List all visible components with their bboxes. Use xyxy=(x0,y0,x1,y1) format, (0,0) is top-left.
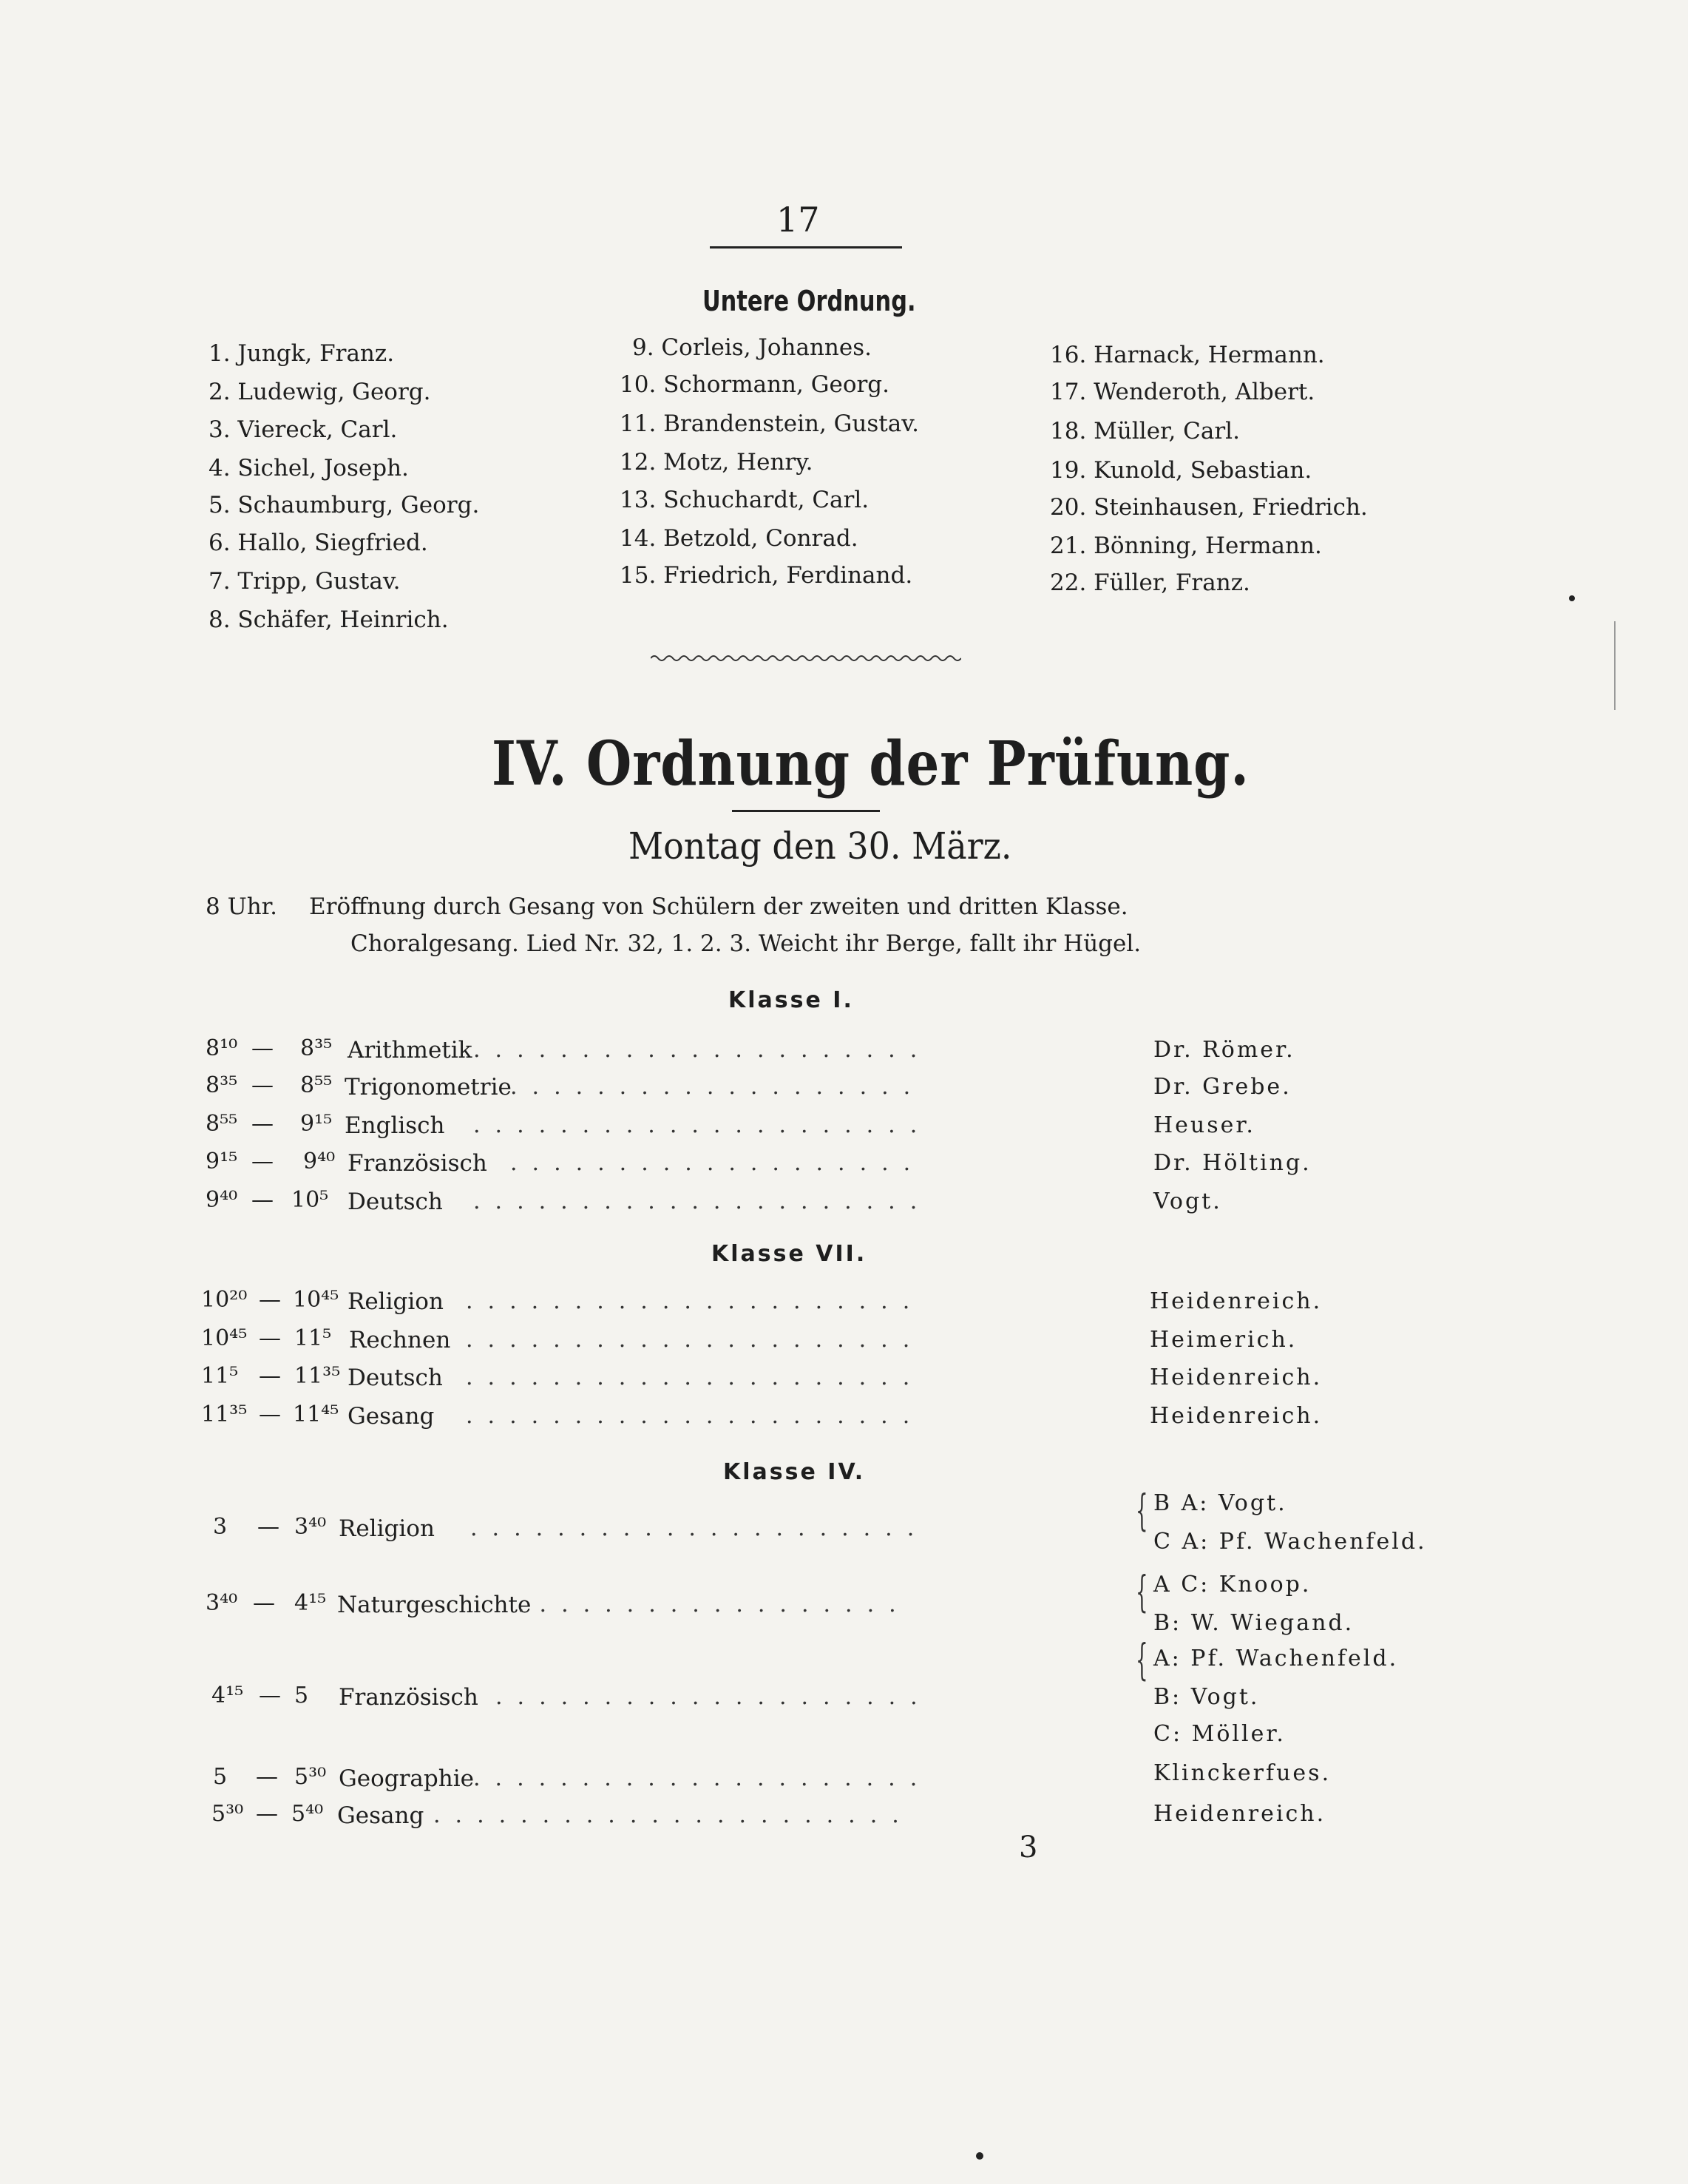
subject: Geographie xyxy=(339,1765,474,1792)
time-dash: — xyxy=(259,1363,281,1389)
scan-speck xyxy=(976,2152,983,2160)
teacher: Heuser. xyxy=(1153,1112,1255,1138)
time-start: 10²⁰ xyxy=(201,1287,248,1313)
time-dash: — xyxy=(259,1325,281,1351)
subject: Trigonometrie xyxy=(345,1074,512,1101)
student-entry: 4. Sichel, Joseph. xyxy=(209,455,409,481)
teacher: Vogt. xyxy=(1153,1189,1222,1214)
student-entry: 2. Ludewig, Georg. xyxy=(209,379,431,405)
subject: Religion xyxy=(348,1288,444,1315)
student-entry: 20. Steinhausen, Friedrich. xyxy=(1050,494,1368,521)
klasse-1-heading: Klasse I. xyxy=(728,987,854,1013)
student-entry: 16. Harnack, Hermann. xyxy=(1050,342,1325,368)
intro-time: 8 Uhr. xyxy=(206,893,277,920)
time-end: 11³⁵ xyxy=(294,1363,341,1389)
student-entry: 15. Friedrich, Ferdinand. xyxy=(620,562,913,589)
time-end: 5 xyxy=(294,1683,309,1708)
student-entry: 9. Corleis, Johannes. xyxy=(632,334,872,361)
leader-dots: ...................... xyxy=(433,1802,914,1828)
time-dash: — xyxy=(251,1187,274,1213)
time-start: 10⁴⁵ xyxy=(201,1325,248,1351)
time-end: 10⁵ xyxy=(291,1187,329,1213)
time-dash: — xyxy=(259,1287,281,1313)
leader-dots: ..................... xyxy=(473,1112,932,1138)
brace-icon: { xyxy=(1136,1566,1148,1617)
page-number: 17 xyxy=(776,200,820,240)
time-start: 11³⁵ xyxy=(201,1402,248,1427)
teacher: Heidenreich. xyxy=(1150,1365,1323,1390)
student-entry: 11. Brandenstein, Gustav. xyxy=(620,410,919,437)
leader-dots: ..................... xyxy=(466,1403,925,1429)
leader-dots: .................... xyxy=(495,1684,932,1710)
teacher: C A: Pf. Wachenfeld. xyxy=(1153,1529,1427,1555)
teacher: Heidenreich. xyxy=(1150,1288,1323,1314)
leader-dots: ..................... xyxy=(466,1327,925,1353)
time-start: 9¹⁵ xyxy=(206,1149,238,1174)
subject: Deutsch xyxy=(348,1189,443,1215)
teacher: A C: Knoop. xyxy=(1153,1572,1312,1598)
time-start: 5³⁰ xyxy=(211,1801,244,1827)
leader-dots: ................... xyxy=(510,1074,926,1100)
teacher: A: Pf. Wachenfeld. xyxy=(1153,1646,1399,1671)
leader-dots: ..................... xyxy=(473,1189,932,1214)
subject: Englisch xyxy=(345,1112,445,1139)
subject: Französisch xyxy=(348,1150,487,1177)
time-dash: — xyxy=(259,1683,281,1708)
time-dash: — xyxy=(256,1764,278,1790)
signature-number: 3 xyxy=(1019,1830,1038,1864)
leader-dots: ..................... xyxy=(473,1037,932,1063)
teacher: Heidenreich. xyxy=(1150,1403,1323,1429)
teacher: Dr. Römer. xyxy=(1153,1037,1295,1063)
leader-dots: ................... xyxy=(510,1150,926,1176)
time-end: 8³⁵ xyxy=(300,1035,333,1061)
teacher: B A: Vogt. xyxy=(1153,1490,1287,1516)
brace-icon: { xyxy=(1136,1634,1148,1685)
time-start: 11⁵ xyxy=(201,1363,239,1389)
leader-dots: .................. xyxy=(518,1592,911,1617)
student-entry: 14. Betzold, Conrad. xyxy=(620,525,858,552)
time-dash: — xyxy=(251,1149,274,1174)
scan-edge-mark xyxy=(1614,621,1616,710)
time-end: 5³⁰ xyxy=(294,1764,327,1790)
teacher: Heidenreich. xyxy=(1153,1801,1326,1827)
time-dash: — xyxy=(251,1111,274,1137)
student-entry: 18. Müller, Carl. xyxy=(1050,418,1240,444)
main-title: IV. Ordnung der Prüfung. xyxy=(492,728,1250,799)
student-entry: 5. Schaumburg, Georg. xyxy=(209,492,480,518)
time-start: 5 xyxy=(213,1764,228,1790)
day-heading: Montag den 30. März. xyxy=(628,825,1012,868)
time-start: 3 xyxy=(213,1514,228,1540)
subject: Religion xyxy=(339,1515,435,1542)
leader-dots: ..................... xyxy=(473,1765,932,1791)
time-start: 4¹⁵ xyxy=(211,1683,244,1708)
time-end: 9⁴⁰ xyxy=(303,1149,336,1174)
time-dash: — xyxy=(251,1035,274,1061)
leader-dots: ..................... xyxy=(466,1365,925,1390)
time-end: 11⁴⁵ xyxy=(293,1402,339,1427)
teacher: Dr. Hölting. xyxy=(1153,1150,1312,1176)
klasse-4-heading: Klasse IV. xyxy=(723,1459,866,1485)
teacher: B: W. Wiegand. xyxy=(1153,1610,1355,1636)
teacher: Dr. Grebe. xyxy=(1153,1074,1292,1100)
time-end: 3⁴⁰ xyxy=(294,1514,327,1540)
leader-dots: ..................... xyxy=(470,1515,929,1541)
student-entry: 19. Kunold, Sebastian. xyxy=(1050,457,1312,484)
time-start: 3⁴⁰ xyxy=(206,1590,238,1616)
student-entry: 12. Motz, Henry. xyxy=(620,449,813,476)
time-end: 9¹⁵ xyxy=(300,1111,333,1137)
time-dash: — xyxy=(256,1801,278,1827)
subject: Französisch xyxy=(339,1684,478,1711)
student-entry: 3. Viereck, Carl. xyxy=(209,416,398,443)
student-entry: 10. Schormann, Georg. xyxy=(620,371,890,398)
student-entry: 7. Tripp, Gustav. xyxy=(209,568,401,595)
subject: Gesang xyxy=(348,1403,435,1430)
subject: Naturgeschichte xyxy=(337,1592,532,1618)
klasse-7-heading: Klasse VII. xyxy=(711,1241,867,1267)
time-dash: — xyxy=(259,1402,281,1427)
subject: Arithmetik xyxy=(348,1037,472,1064)
title-rule xyxy=(732,810,880,812)
subject: Deutsch xyxy=(348,1365,443,1391)
student-entry: 17. Wenderoth, Albert. xyxy=(1050,379,1315,405)
time-end: 11⁵ xyxy=(294,1325,332,1351)
brace-icon: { xyxy=(1136,1485,1148,1535)
student-entry: 22. Füller, Franz. xyxy=(1050,569,1250,596)
scan-speck xyxy=(1569,595,1575,601)
time-dash: — xyxy=(257,1514,279,1540)
student-entry: 8. Schäfer, Heinrich. xyxy=(209,606,449,633)
student-entry: 13. Schuchardt, Carl. xyxy=(620,487,870,513)
teacher: Heimerich. xyxy=(1150,1327,1298,1353)
teacher: B: Vogt. xyxy=(1153,1684,1260,1710)
student-entry: 1. Jungk, Franz. xyxy=(209,340,395,367)
teacher: Klinckerfues. xyxy=(1153,1760,1332,1786)
student-entry: 21. Bönning, Hermann. xyxy=(1050,533,1322,559)
ornament-divider xyxy=(651,651,961,666)
teacher: C: Möller. xyxy=(1153,1721,1286,1747)
leader-dots: ..................... xyxy=(466,1288,925,1314)
subject: Rechnen xyxy=(349,1327,451,1353)
time-end: 5⁴⁰ xyxy=(291,1801,324,1827)
time-end: 10⁴⁵ xyxy=(293,1287,339,1313)
section-title: Untere Ordnung. xyxy=(702,285,916,317)
student-entry: 6. Hallo, Siegfried. xyxy=(209,530,428,556)
time-dash: — xyxy=(253,1590,275,1616)
time-end: 4¹⁵ xyxy=(294,1590,327,1616)
time-start: 8¹⁰ xyxy=(206,1035,238,1061)
time-start: 8³⁵ xyxy=(206,1072,238,1098)
intro-line-2: Choralgesang. Lied Nr. 32, 1. 2. 3. Weicht ihr Berge, fallt ihr Hügel. xyxy=(350,930,1142,957)
page-number-rule xyxy=(710,246,902,249)
time-start: 9⁴⁰ xyxy=(206,1187,238,1213)
time-dash: — xyxy=(251,1072,274,1098)
subject: Gesang xyxy=(337,1802,424,1829)
time-end: 8⁵⁵ xyxy=(300,1072,333,1098)
intro-line-1: Eröffnung durch Gesang von Schülern der zweiten und dritten Klasse. xyxy=(309,893,1128,920)
time-start: 8⁵⁵ xyxy=(206,1111,238,1137)
